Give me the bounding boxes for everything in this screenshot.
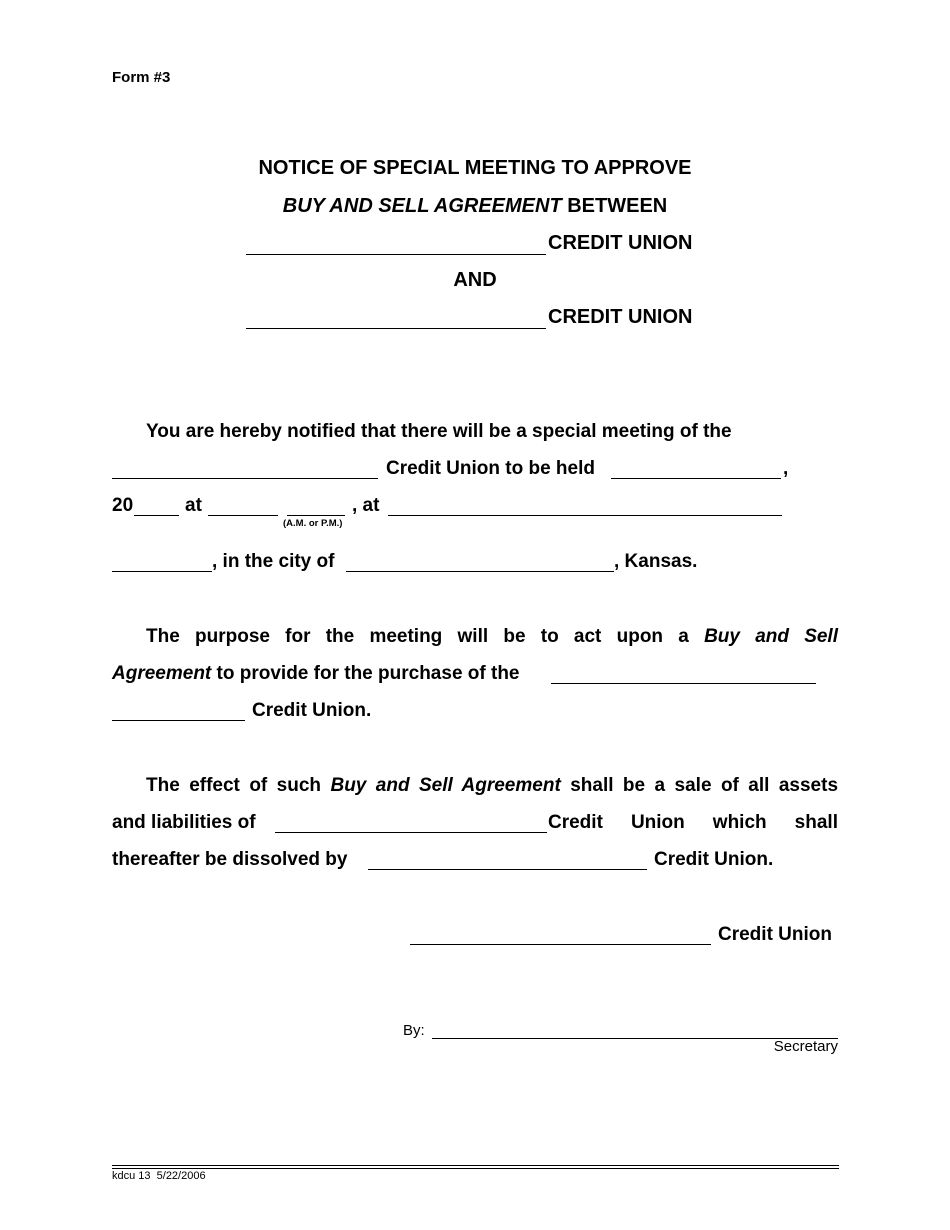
secretary-label: Secretary xyxy=(773,1038,838,1055)
para3-effect-suffix: shall be a sale of all assets xyxy=(560,775,839,796)
para3-effect-prefix: The effect of such xyxy=(146,775,331,796)
para2-word: for xyxy=(285,626,311,647)
credit-union-name-field-1[interactable] xyxy=(246,254,546,255)
title-between: BETWEEN xyxy=(561,195,668,217)
signature-credit-union: Credit Union xyxy=(718,924,832,945)
para2-line1 xyxy=(146,626,838,648)
at-text-1: at xyxy=(185,495,202,516)
title-credit-union-1: CREDIT UNION xyxy=(548,232,693,254)
form-number: Form #3 xyxy=(112,69,171,86)
page-title: NOTICE OF SPECIAL MEETING TO APPROVE xyxy=(258,157,692,179)
purchased-credit-union-field[interactable] xyxy=(551,683,816,684)
meeting-date-field[interactable] xyxy=(611,478,781,479)
ampm-field[interactable] xyxy=(287,515,345,516)
credit-union-name-field-2[interactable] xyxy=(246,328,546,329)
footer-rule-top xyxy=(112,1165,839,1166)
para2-word: be xyxy=(503,626,526,647)
year-prefix: 20 xyxy=(112,495,134,516)
para3-word: which xyxy=(712,812,767,833)
location-field[interactable] xyxy=(388,515,782,516)
title-line-2 xyxy=(0,195,950,218)
title-agreement-italic: BUY AND SELL AGREEMENT xyxy=(282,195,562,217)
location-field-cont[interactable] xyxy=(112,571,212,572)
para1-intro: You are hereby notified that there will be a special meeting of the xyxy=(146,421,732,442)
kansas-text: , Kansas. xyxy=(614,551,698,572)
para3-credit-union: Credit Union. xyxy=(654,849,774,870)
para2-provide: to provide for the purchase of the xyxy=(211,663,520,684)
comma-text: , xyxy=(783,458,789,479)
para2-word: will xyxy=(457,626,489,647)
para2-word: upon xyxy=(616,626,664,647)
para2-word: The xyxy=(146,626,180,647)
signing-credit-union-field[interactable] xyxy=(410,944,711,945)
city-text: , in the city of xyxy=(212,551,335,572)
para3-agreement-italic: Buy and Sell Agreement xyxy=(330,775,561,796)
para2-italic-word: Sell xyxy=(804,626,838,647)
footer-rule-bottom xyxy=(112,1168,839,1169)
para2-line2 xyxy=(112,663,520,685)
para3-line1 xyxy=(146,775,838,797)
title-credit-union-2: CREDIT UNION xyxy=(548,306,693,328)
dissolving-credit-union-field[interactable] xyxy=(275,832,547,833)
para2-credit-union: Credit Union. xyxy=(252,700,372,721)
ampm-note: (A.M. or P.M.) xyxy=(283,518,343,529)
year-field[interactable] xyxy=(134,515,179,516)
para2-word: to xyxy=(540,626,559,647)
para3-word: Union xyxy=(630,812,685,833)
para3-line2-words xyxy=(548,812,838,834)
credit-union-held-text: Credit Union to be held xyxy=(386,458,595,479)
by-label: By: xyxy=(403,1022,425,1039)
para3-dissolved: thereafter be dissolved by xyxy=(112,849,348,870)
para2-word: purpose xyxy=(195,626,270,647)
para3-word: shall xyxy=(794,812,838,833)
footer-code: kdcu 13 5/22/2006 xyxy=(112,1170,206,1182)
credit-union-field-3[interactable] xyxy=(112,478,378,479)
para2-word: a xyxy=(678,626,689,647)
title-and: AND xyxy=(453,269,497,291)
para3-liabilities: and liabilities of xyxy=(112,812,256,833)
para2-word: the xyxy=(325,626,355,647)
para2-agreement-italic: Agreement xyxy=(112,663,212,684)
purchased-credit-union-field-cont[interactable] xyxy=(112,720,245,721)
para3-word: Credit xyxy=(548,812,603,833)
para2-italic-word: and xyxy=(755,626,789,647)
para2-word: act xyxy=(573,626,602,647)
para2-italic-word: Buy xyxy=(704,626,740,647)
acquiring-credit-union-field[interactable] xyxy=(368,869,647,870)
time-field[interactable] xyxy=(208,515,278,516)
at-text-2: , at xyxy=(352,495,380,516)
city-field[interactable] xyxy=(346,571,614,572)
para2-word: meeting xyxy=(369,626,443,647)
